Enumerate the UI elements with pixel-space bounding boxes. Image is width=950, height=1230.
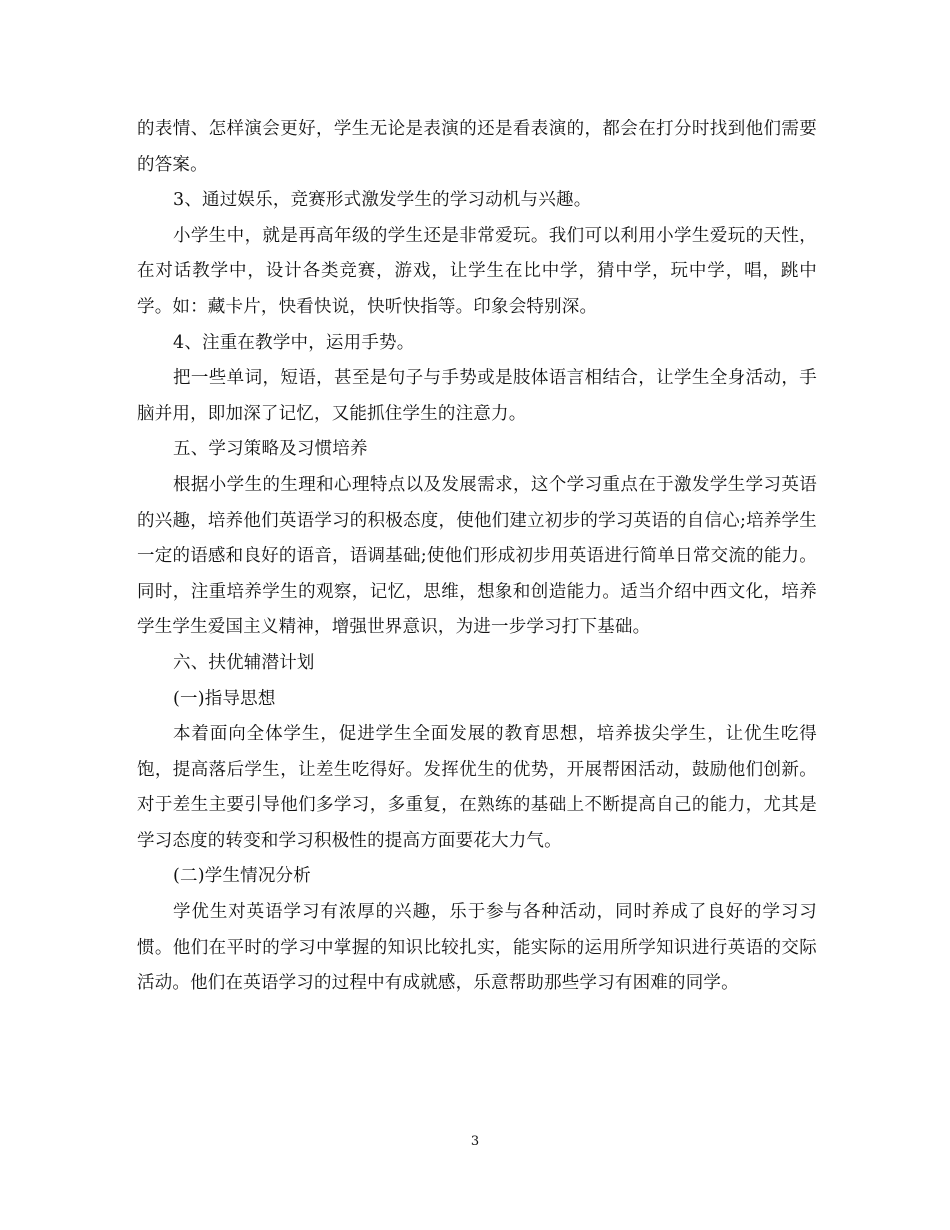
document-body: [137, 112, 817, 1002]
paragraph-learning-goals: 根据小学生的生理和心理特点以及发展需求，这个学习重点在于激发学生学习英语的兴趣，培养他们英语学习的积极态度，使他们建立初步的学习英语的自信心;培养学生一定的语感和良好的语音，语调基础;使他们形成初步用英语进行简单日常交流的能力。同时，注重培养学生的观察，记忆，思维，想象和创造能力。适当介绍中西文化，培养学生学生爱国主义精神，增强世界意识，为进一步学习打下基础。: [137, 474, 817, 638]
paragraph-student-analysis: 学优生对英语学习有浓厚的兴趣，乐于参与各种活动，同时养成了良好的学习习惯。他们在平时的学习中掌握的知识比较扎实，能实际的运用所学知识进行英语的交际活动。他们在英语学习的过程中有成就感，乐意帮助那些学习有困难的同学。: [137, 902, 817, 994]
heading-entertainment-competition: 3、通过娱乐，竞赛形式激发学生的学习动机与兴趣。: [173, 190, 592, 211]
paragraph-continuation: 的表情、怎样演会更好，学生无论是表演的还是看表演的，都会在打分时找到他们需要的答案。: [137, 119, 817, 175]
page-number: 3: [470, 1134, 480, 1149]
paragraph-guiding-thought: 本着面向全体学生，促进学生全面发展的教育思想，培养拔尖学生，让优生吃得饱，提高落后学生，让差生吃得好。发挥优生的优势，开展帮困活动，鼓励他们创新。对于差生主要引导他们多学习，多重复，在熟练的基础上不断提高自己的能力，尤其是学习态度的转变和学习积极性的提高方面要花大力气。: [137, 724, 817, 851]
paragraph-play-nature: 小学生中，就是再高年级的学生还是非常爱玩。我们可以利用小学生爱玩的天性，在对话教学中，设计各类竞赛，游戏，让学生在比中学，猜中学，玩中学，唱，跳中学。如：藏卡片，快看快说，快听快指等。印象会特别深。: [137, 225, 817, 317]
heading-learning-strategies: 五、学习策略及习惯培养: [173, 439, 368, 460]
heading-tutoring-plan: 六、扶优辅潜计划: [173, 652, 315, 673]
subheading-student-analysis: (二)学生情况分析: [173, 866, 311, 887]
heading-gestures: 4、注重在教学中，运用手势。: [173, 332, 415, 353]
subheading-guiding-thought: (一)指导思想: [173, 688, 276, 709]
paragraph-body-language: 把一些单词，短语，甚至是句子与手势或是肢体语言相结合，让学生全身活动，手脑并用，即加深了记忆，又能抓住学生的注意力。: [137, 368, 817, 424]
